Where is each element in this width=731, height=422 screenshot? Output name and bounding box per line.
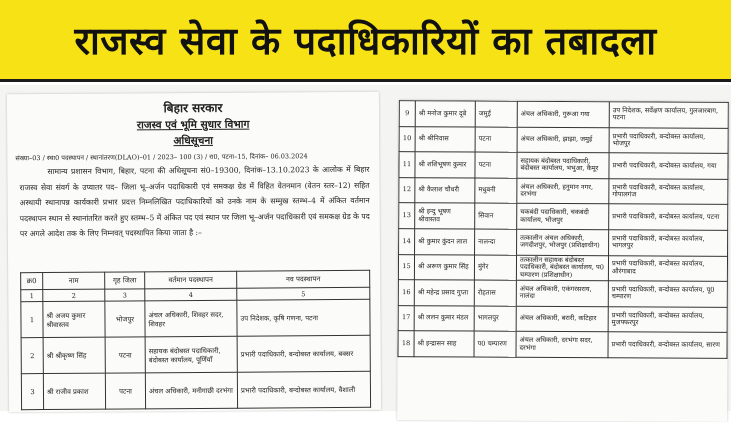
current-posting-cell: सहायक बंदोबस्त पदाधिकारी, बंदोबस्त कार्यालय, भभुआ, कैमूर (517, 152, 609, 178)
district-cell: जमुई (475, 101, 517, 127)
serial-cell: 16 (398, 280, 414, 306)
name-cell: श्री श्रीकृष्ण सिंह (43, 337, 105, 373)
table-row (398, 254, 727, 281)
new-posting-cell: प्रभारी पदाधिकारी, बन्दोबस्त कार्यालय, गया (609, 153, 728, 179)
current-posting-cell: अंचल अधिकारी, हनुमान नगर, दरभंगा (517, 178, 609, 204)
new-posting-cell: प्रभारी पदाधिकारी, बन्दोबस्त कार्यालय, पू0 चम्पारण (608, 281, 727, 307)
serial-cell: 14 (399, 229, 415, 255)
serial-cell: 17 (398, 305, 414, 331)
current-posting-cell: अंचल अधिकारी, गुरूआ गया (517, 101, 609, 127)
serial-cell: 13 (399, 203, 415, 229)
name-cell: श्री इन्द्रासन साह (414, 331, 474, 357)
current-posting-cell: अंचल अधिकारी, शिवहर सदर, शिवहर (145, 300, 237, 337)
new-posting-cell: प्रभारी पदाधिकारी, बन्दोबस्त कार्यालय, भागलपुर (609, 230, 728, 256)
current-posting-cell: चकबंदी पदाधिकारी, चकबंदी कार्यालय, भोजपुर (517, 204, 609, 230)
current-posting-cell: सहायक बंदोबस्त पदाधिकारी, बंदोबस्त कार्यालय, पूर्णियाँ (145, 336, 237, 373)
new-posting-cell: उप निदेशक, कृषि गणना, पटना (237, 299, 370, 336)
serial-cell: 11 (399, 152, 415, 178)
current-posting-cell: अंचल अधिकारी, झाझा, जमुई (517, 127, 609, 153)
serial-cell: 9 (399, 101, 415, 127)
column-number: 5 (237, 287, 370, 300)
district-cell: मधुबनी (475, 178, 517, 204)
serial-cell: 12 (399, 177, 415, 203)
name-cell: श्री अजय कुमार श्रीवास्तव (43, 301, 105, 337)
new-posting-cell: प्रभारी पदाधिकारी, बन्दोबस्त कार्यालय, भोजपुर (609, 127, 728, 153)
table-row (21, 299, 370, 337)
department-name: राजस्व एवं भूमि सुधार विभाग (136, 118, 250, 132)
current-posting-cell: अंचल अधिकारी, दरभंगा सदर, दरभंगा (516, 332, 608, 358)
serial-cell: 18 (398, 331, 414, 357)
column-number: 4 (145, 288, 237, 301)
new-posting-cell: प्रभारी पदाधिकारी, बन्दोबस्त कार्यालय, औरंगाबाद (608, 255, 727, 281)
district-cell: पटना (475, 152, 517, 178)
serial-cell: 1 (21, 302, 43, 338)
district-cell: मुंगेर (474, 255, 516, 281)
serial-cell: 3 (21, 374, 43, 410)
government-name: बिहार सरकार (163, 100, 223, 116)
district-cell: नालन्दा (475, 229, 517, 255)
table-row (398, 331, 727, 358)
column-number: 1 (21, 290, 43, 302)
new-posting-cell: प्रभारी पदाधिकारी, बन्दोबस्त कार्यालय, गोपालगंज (609, 179, 728, 205)
table-row (399, 126, 728, 153)
notification-page-left (7, 92, 381, 413)
reference-line: संख्या–03 / स्था0 पदस्थापन / स्थानांतरण(DLAO)–01 / 2023– 100 (3) / रा0, पटना–15, दिनांक– 06.03.2024 (15, 152, 308, 163)
table-row (21, 335, 370, 373)
table-row (399, 177, 728, 204)
serial-cell: 10 (399, 126, 415, 152)
header-home-district: गृह जिला (105, 272, 145, 289)
district-cell: पटना (105, 337, 145, 373)
table-row (398, 280, 727, 307)
name-cell: श्री राजीव प्रकाश (43, 373, 105, 409)
new-posting-cell: प्रभारी पदाधिकारी, बन्दोबस्त कार्यालय, पटना (609, 204, 728, 230)
current-posting-cell: तत्कालीन अंचल अधिकारी, जगदीशपुर, भोजपुर (प्रशिक्षाधीन) (517, 229, 609, 255)
name-cell: श्री शशिभूषण कुमार (415, 152, 475, 178)
district-cell: पटना (475, 127, 517, 153)
name-cell: श्री कुमार कुंदन लाल (415, 229, 475, 255)
serial-cell: 2 (21, 338, 43, 374)
district-cell: भागलपुर (474, 306, 516, 332)
current-posting-cell: अंचल अधिकारी, एकंगरसराय, नालंदा (516, 280, 608, 306)
name-cell: श्री अरूण कुमार सिंह (414, 254, 474, 280)
table-row (398, 305, 727, 332)
new-posting-cell: प्रभारी पदाधिकारी, बन्दोबस्त कार्यालय, सारण (608, 332, 727, 358)
table-row (21, 371, 370, 409)
table-row (399, 203, 728, 230)
table-row (399, 152, 728, 179)
headline-title: राजस्व सेवा के पदाधिकारियों का तबादला (74, 18, 657, 63)
header-new-posting: नव पदस्थापन (237, 270, 370, 288)
district-cell: प0 चम्पारण (474, 331, 516, 357)
current-posting-cell: अंचल अधिकारी, मनीगाछी दरभंगा (145, 372, 237, 409)
district-cell: सिवान (475, 203, 517, 229)
name-cell: श्री श्रीनिवास (415, 126, 475, 152)
transfer-table-right (397, 100, 728, 359)
name-cell: श्री मनोज कुमार दूबे (415, 101, 475, 127)
new-posting-cell: उप निदेशक, सर्वेक्षण कार्यालय, गुलजारबाग, पटना (609, 102, 728, 128)
header-serial: क्र0 (21, 273, 43, 290)
table-row (399, 101, 728, 128)
serial-cell: 15 (398, 254, 414, 280)
new-posting-cell: प्रभारी पदाधिकारी, बन्दोबस्त कार्यालय, मुजफ्फरपुर (608, 306, 727, 332)
notice-heading: अधिसूचना (173, 134, 214, 148)
notification-paragraph: सामान्य प्रशासन विभाग, बिहार, पटना की अधिसूचना सं0–19300, दिनांक–13.10.2023 के आलोक में बिहार राजस्व सेवा संवर्ग के उप्यातर पद– जिला भू–अर्जन पदाधिकारी एवं समकक्ष ग्रेड में विहित वेतनमान (वेतन स्तर–12) सहित अस्थायी स्थानापन्न कार्यकारी प्रभार प्रदत्त निम्नलिखित पदाधिकारियों को उनके नाम के सम्मुख स्तम्भ–4 में अंकित वर्तमान पदस्थापन स्थान से स्थानांतरित करते हुए स्तम्भ–5 में अंकित पद एवं स्थान पर जिला भू–अर्जन पदाधिकारी एवं समकक्ष ग्रेड के पद पर अगले आदेश तक के लिए निम्नवत् पदस्थापित किया जाता है :– (19, 164, 370, 239)
column-number: 3 (105, 289, 145, 301)
letterhead (7, 98, 379, 150)
current-posting-cell: अंचल अधिकारी, बरारी, कटिहार (516, 306, 608, 332)
district-cell: रोहतास (474, 280, 516, 306)
header-name: नाम (43, 272, 105, 289)
column-number: 2 (43, 289, 105, 301)
new-posting-cell: प्रभारी पदाधिकारी, बन्दोबस्त कार्यालय, बक्सर (237, 335, 370, 372)
notification-page-right (397, 100, 729, 422)
name-cell: श्री कैलाश चौधरी (415, 178, 475, 204)
district-cell: भोजपुर (105, 301, 145, 337)
document-photo (0, 85, 731, 411)
current-posting-cell: तत्कालीन सहायक बंदोबस्त पदाधिकारी, बंदोबस्त कार्यालय, प0 चम्पारण (प्रशिक्षाधीन) (516, 255, 608, 281)
table-row (399, 229, 728, 256)
name-cell: श्री इन्दु भूषण श्रीवास्तव (415, 203, 475, 229)
name-cell: श्री महेन्द्र प्रसाद गुप्ता (414, 280, 474, 306)
notification-body (7, 160, 380, 242)
new-posting-cell: प्रभारी पदाधिकारी, बन्दोबस्त कार्यालय, वैशाली (237, 371, 370, 408)
transfer-table-left (20, 270, 371, 410)
district-cell: पटना (105, 373, 145, 409)
headline-banner (0, 0, 731, 82)
header-current-posting: वर्तमान पदस्थापन (145, 271, 237, 289)
name-cell: श्री ललन कुमार मंडल (414, 305, 474, 331)
